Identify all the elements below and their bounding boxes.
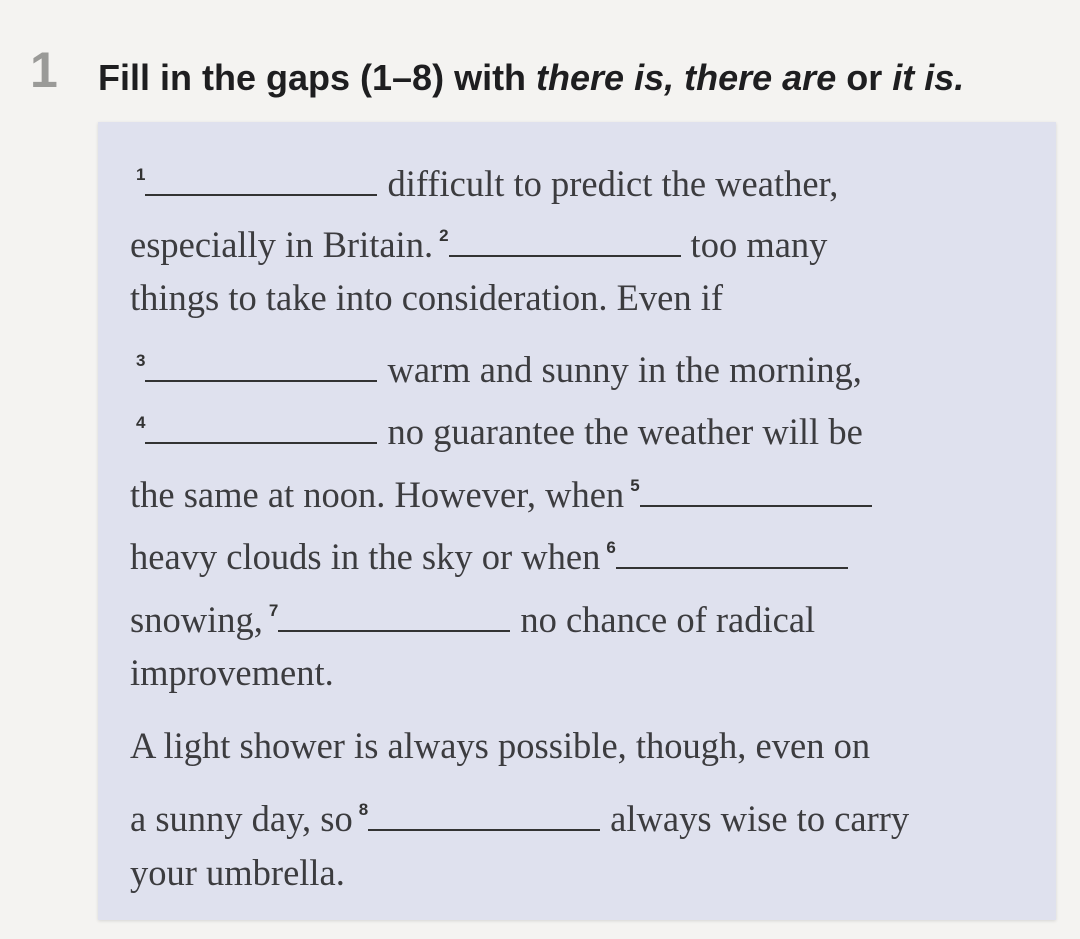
passage-line-9: improvement. — [130, 652, 334, 693]
exercise-instruction — [98, 55, 964, 101]
phrase-there-is: there is, — [536, 57, 675, 98]
instruction-connector: or — [836, 57, 893, 98]
gap-8-blank[interactable] — [368, 795, 600, 831]
passage-text: too many — [690, 224, 828, 265]
passage-text: warm and sunny in the morning, — [387, 349, 862, 390]
passage-line-3: things to take into consideration. Even if — [130, 277, 724, 318]
passage-text: snowing, — [130, 599, 263, 640]
passage-text: a sunny day, so — [130, 798, 353, 839]
gap-3-blank[interactable] — [145, 346, 377, 382]
gap-7-blank[interactable] — [278, 596, 510, 632]
gap-number-3: 3 — [136, 351, 146, 370]
gap-number-2: 2 — [439, 226, 449, 245]
passage-line-4 — [130, 338, 862, 390]
gap-number-8: 8 — [358, 800, 369, 819]
passage-line-1 — [130, 152, 839, 204]
passage-text: heavy clouds in the sky or when — [130, 536, 601, 577]
passage-line-7 — [130, 525, 858, 577]
phrase-there-are: there are — [684, 57, 837, 98]
phrase-it-is: it is. — [892, 57, 965, 98]
passage-line-11 — [130, 787, 910, 839]
gap-number-5: 5 — [630, 476, 640, 495]
gap-6-blank[interactable] — [616, 533, 848, 569]
passage-text: the same at noon. However, when — [130, 474, 625, 515]
passage-text: no chance of radical — [520, 599, 816, 640]
gap-number-1: 1 — [136, 165, 146, 184]
passage-text: always wise to carry — [610, 798, 910, 839]
gap-1-blank[interactable] — [145, 160, 377, 196]
passage-line-6 — [130, 463, 882, 515]
passage-line-8 — [130, 588, 816, 640]
passage-line-2 — [130, 213, 828, 265]
passage-text: no guarantee the weather will be — [387, 411, 863, 452]
instruction-prefix: Fill in the gaps (1–8) with — [98, 57, 537, 98]
passage-line-5 — [130, 400, 863, 452]
gap-2-blank[interactable] — [449, 221, 681, 257]
gap-5-blank[interactable] — [640, 471, 872, 507]
passage-text: especially in Britain. — [130, 224, 434, 265]
passage-line-10: A light shower is always possible, though, even on — [130, 725, 871, 766]
gap-number-4: 4 — [136, 413, 146, 432]
passage-text: difficult to predict the weather, — [387, 163, 839, 204]
exercise-number: 1 — [30, 42, 58, 98]
gap-number-7: 7 — [268, 601, 279, 620]
passage-line-12: your umbrella. — [130, 852, 345, 893]
gap-number-6: 6 — [606, 538, 616, 557]
gap-4-blank[interactable] — [145, 408, 377, 444]
